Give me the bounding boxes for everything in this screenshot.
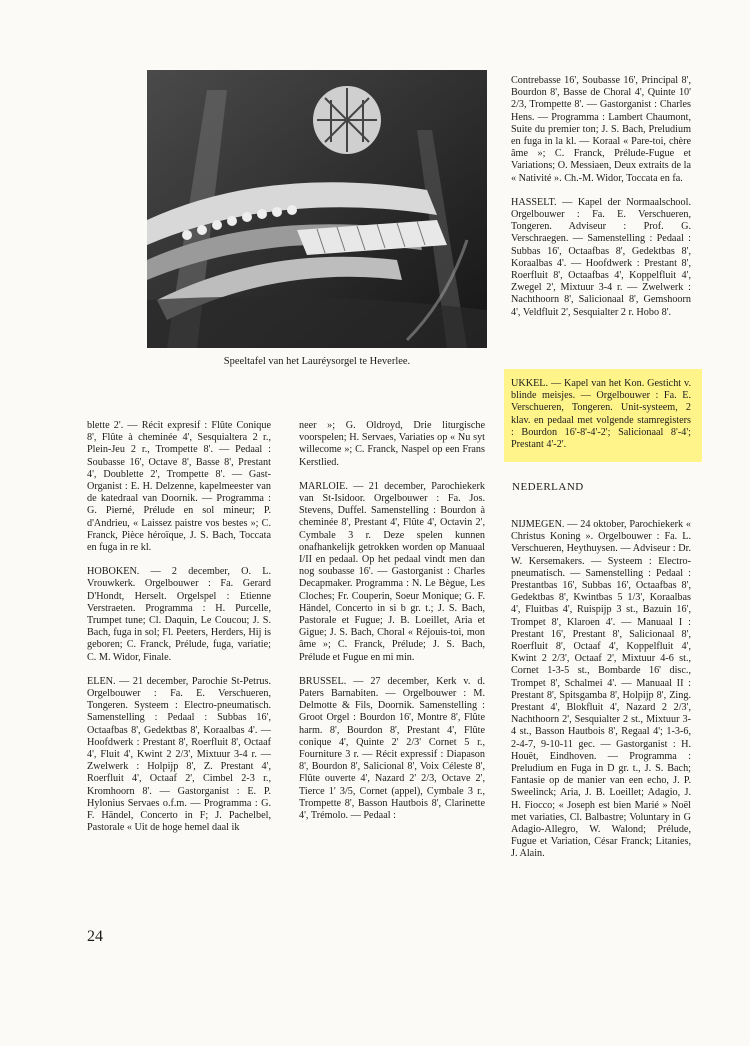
page-number: 24	[87, 928, 103, 945]
paragraph-elen: ELEN. — 21 december, Parochie St-Petrus. Orgelbouwer : Fa. E. Verschueren, Tongeren. Systeem : Electro-pneumatisch. Samenstelling : Pedaal : Subbas 16', Octaafbas 8', Gedektbas 8', Koraalbas 4'. — Hoofdwerk : Prestant 8', Roerfluit 8', Octaaf 4', Fluit 4', Kwint 2 2/3', Mixtuur 3-4 r. — Zwelwerk : Holpijp 8', Z. Prestant 4', Roerfluit 4', Octaaf 2', Cimbel 2-3 r., Kromhoorn 8'. — Gastorganist : E. P. Hylonius Servaes o.f.m. — Programma : G. F. Händel, Concerto in F; J. Pachelbel, Pastorale « Uit de hoge hemel daal ik	[87, 675, 271, 834]
left-column	[87, 420, 271, 847]
paragraph-hoboken: HOBOKEN. — 2 december, O. L. Vrouwkerk. Orgelbouwer : Fa. Gerard D'Hondt, Herselt. Orgelspel : Etienne Verstraeten. Programma : H. Purcelle, Trumpet tune; Cl. Daquin, Le Coucou; J. S. Bach, fuga in sol; Fl. Peeters, Herders, Hij is geboren; C. Franck, Prélude, fuga, variatie; C. M. Widor, Finale.	[87, 566, 271, 663]
photo-caption: Speeltafel van het Lauréysorgel te Heverlee.	[223, 356, 411, 367]
middle-column	[299, 420, 485, 834]
paragraph-ukkel: UKKEL. — Kapel van het Kon. Gesticht v. blinde meisjes. — Orgelbouwer : Fa. E. Verschueren, Tongeren. Unit-systeem, 2 klav. en pedaal met volgende stamregisters : Bourdon 16'-8'-4'-2'; Salicionaal 8'-4'; Prestant 4'-2'.	[511, 378, 691, 451]
paragraph-hasselt: HASSELT. — Kapel der Normaalschool. Orgelbouwer : Fa. E. Verschueren, Tongeren. Adviseur : Prof. G. Verschraegen. — Samenstelling : Pedaal : Subbas 16', Octaafbas 8', Gedektbas 8', Koraalbas 4'. — Hoofdwerk : Prestant 8', Roerfluit 8', Octaafbas 4', Koppelfluit 4', Zwegel 2', Mixtuur 3-4 r. — Zwelwerk : Nachthoorn 8', Salicionaal 8', Gemshoorn 4', Veldfluit 2', Sesquialter 2 r. Hobo 8'.	[511, 196, 691, 318]
paragraph-nijmegen: NIJMEGEN. — 24 oktober, Parochiekerk « Christus Koning ». Orgelbouwer : Fa. L. Verschueren, Heythuysen. — Adviseur : Dr. W. Kersemakers. — Systeem : Electro-pneumatisch. — Samenstelling : Pedaal : Prestantbas 16', Subbas 16', Octaafbas 8', Gedektbas 8', Kwintbas 5 1/3', Koraalbas 4', Fluitbas 4', Ruispijp 3 st., Bazuin 16', Trompet 8', Klaroen 4'. — Manuaal I : Prestant 16', Prestant 8', Salicionaal 8', Roerfluit 8', Octaaf 4', Koppelfluit 4', Kwint 2 2/3', Octaaf 2', Mixtuur 4-6 st., Cornet 1-3-5 st., Bombarde 16' disc., Trompet 8', Schalmei 4'. — Manuaal II : Prestant 8', Spitsgamba 8', Holpijp 8', Zing. Prestant 4', Blokfluit 4', Nazard 2 2/3', Nachthoorn 2', Sesquialter 2 st., Mixtuur 3-4 st., Basson Hautbois 8', Regaal 4'; 1-3-6, 2-4-7, 9-10-11 gec. — Gastorganist : H. Houët, Eindhoven. — Programma : Preludium en Fuga in D gr. t., J. S. Bach; Fantasie op de manier van een echo, J. P. Sweelinck; Aria, J. B. Loeillet; Adagio, J. H. Fiocco; « Joseph est bien Marié » Noël met variaties, Cl. Balbastre; Voluntary in G Adagio-Allegro, W. Walond; Prélude, Fugue et Variation, César Franck; Litanies, J. Alain.	[511, 519, 691, 860]
right-column-nijmegen	[511, 519, 691, 873]
paragraph-brussel: BRUSSEL. — 27 december, Kerk v. d. Paters Barnabiten. — Orgelbouwer : M. Delmotte & Fils, Doornik. Samenstelling : Groot Orgel : Bourdon 16', Montre 8', Flûte harm. 8', Bourdon 8', Prestant 4', Flûte conique 4', Quinte 2' 2/3' Cornet 5 r., Fourniture 3 r. — Récit expressif : Diapason 8', Bourdon 8', Salicional 8', Voix Céleste 8', Flûte ouverte 4', Nazard 2' 2/3, Octave 2', Tierce 1' 3/5, Cornet (appel), Cymbale 3 r., Trompette 8', Basson Hautbois 8', Clarinette 4', Trémolo. — Pedaal :	[299, 675, 485, 822]
paragraph-leuven-continued: Contrebasse 16', Soubasse 16', Principal 8', Bourdon 8', Basse de Choral 4', Quinte 10' 2/3, Trompette 8'. — Gastorganist : Charles Hens. — Programma : Lambert Chaumont, Suite du premier ton; J. S. Bach, Preludium en fuga in la kl. — Koraal « Pare-toi, chère âme »; C. Franck, Prélude-Fugue et Variations; O. Messiaen, Deux extraits de la « Nativité ». Ch.-M. Widor, Toccata en fa.	[511, 75, 691, 184]
paragraph-continued-mid: neer »; G. Oldroyd, Drie liturgische voorspelen; H. Servaes, Variaties op « Nu syt willecome »; C. Franck, Naspel op een Frans Kerstlied.	[299, 420, 485, 468]
organ-console-photo	[147, 70, 487, 348]
right-column-top	[511, 75, 691, 331]
right-column-ukkel	[511, 378, 691, 463]
paragraph-marloie: MARLOIE. — 21 december, Parochiekerk van St-Isidoor. Orgelbouwer : Fa. Jos. Stevens, Duffel. Samenstelling : Bourdon à cheminée 8', Prestant 4', Flûte 4', Octavin 2', Cymbale 3 r. Deze spelen kunnen onafhankelijk getrokken worden op Manuaal I/II en pedaal. Op het pedaal vindt men dan nog soubasse 16'. — Gastorganist : Charles Decapmaker. Programma : N. Le Bègue, Les Cloches; Fr. Couperin, Soeur Monique; G. F. Händel, Concerto in si b gr. t.; J. S. Bach, Pastorale et Fugue; J. B. Loeillet, Aria et Gigue; J. S. Bach, Choral « Réjouis-toi, mon âme »; C. Franck, Prélude; J. S. Bach, Prélude et Fugue en mi min.	[299, 480, 485, 663]
photo-illustration	[147, 70, 487, 348]
section-heading-nederland: NEDERLAND	[512, 481, 584, 493]
paragraph-continued: blette 2'. — Récit expresif : Flûte Conique 8', Flûte à cheminée 4', Sesquialtera 2 r., Plein-Jeu 2 r., Trompette 8'. — Pedaal : Soubasse 16', Octave 8', Basse 8', Prestant 4', Doublette 2', Trompette 8'. — Gast-Organist : E. H. Delzenne, kapelmeester van de katedraal van Doornik. — Programma : G. Pierné, Prélude en sol mineur; P. d'Andrieu, « Laissez paistre vos bestes »; C. Franck, Pièce héroïque, J. S. Bach, Toccata en fuga in re kl.	[87, 420, 271, 554]
